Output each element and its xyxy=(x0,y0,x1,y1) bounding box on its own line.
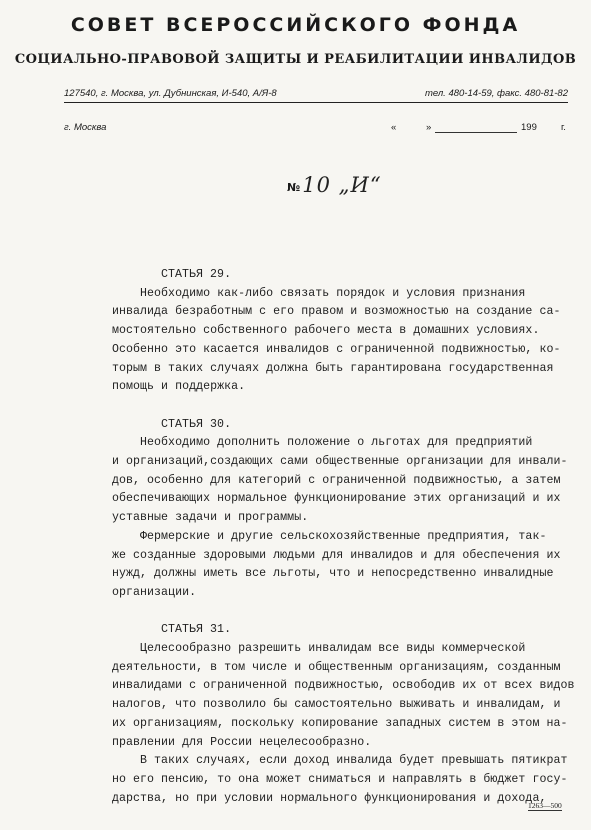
article-line: Необходимо дополнить положение о льготах для предприятий xyxy=(112,436,533,450)
article-line: но его пенсию, то она может сниматься и направлять в бюджет госу- xyxy=(112,772,568,786)
date-blank-line xyxy=(435,132,517,133)
organization-title: СОВЕТ ВСЕРОССИЙСКОГО ФОНДА xyxy=(70,14,521,36)
article-line: В таких случаях, если доход инвалида будет превышать пятикрат xyxy=(112,754,568,768)
article-line: деятельности, в том числе и общественным организациям, созданным xyxy=(112,660,561,674)
article-line: правлении для России нецелесообразно. xyxy=(112,735,372,749)
article-line: же созданные здоровыми людьми для инвалидов и для обеспечения их xyxy=(112,548,561,562)
article-line: инвалидами с ограниченной подвижностью, освободив их от всех видов xyxy=(112,679,575,693)
article-heading: СТАТЬЯ 29. xyxy=(161,268,232,281)
spacer xyxy=(112,603,572,622)
article-line: нужд, должны иметь все льготы, что и непосредственно инвалидные xyxy=(112,567,554,581)
letter-body xyxy=(112,266,575,808)
article-line: дов, особенно для категорий с ограниченной подвижностью, а затем xyxy=(112,473,561,487)
article-heading: СТАТЬЯ 31. xyxy=(161,623,232,637)
document-number xyxy=(287,172,382,196)
article-line: и организаций,создающих сами общественные организации для инвали- xyxy=(112,455,568,469)
article-line: уставные задачи и программы. xyxy=(112,511,309,525)
article-line: помощь и поддержка. xyxy=(112,380,246,394)
article-line: инвалида безработным с его правом и возможностью на создание са- xyxy=(112,305,561,319)
date-quote-close: » xyxy=(426,122,432,133)
handwritten-number: 10 „И“ xyxy=(302,173,382,197)
city-label: г. Москва xyxy=(64,122,107,133)
article-line: обеспечивающих нормальное функционирование этих организаций и их xyxy=(112,492,561,506)
article-line: Необходимо как-либо связать порядок и условия признания xyxy=(112,286,526,300)
date-year: 199 xyxy=(521,122,537,133)
date-quote-open: « xyxy=(391,122,397,133)
article-heading: СТАТЬЯ 30. xyxy=(161,417,232,431)
spacer xyxy=(112,397,572,416)
article-line: организации. xyxy=(112,585,197,599)
header-divider xyxy=(64,102,568,103)
article-line: их организациям, поскольку копирование западных систем в этом на- xyxy=(112,716,568,730)
postal-address: 127540, г. Москва, ул. Дубнинская, И-540, А/Я-8 xyxy=(64,88,277,99)
article-line: дарства, но при условии нормального функционирования и дохода, xyxy=(112,791,547,805)
article-line: торым в таких случаях должна быть гарантирована государственная xyxy=(112,361,554,375)
article-line: налогов, что позволило бы самостоятельно выживать и инвалидам, и xyxy=(112,698,561,712)
article-line: Особенно это касается инвалидов с ограниченной подвижностью, ко- xyxy=(112,342,561,356)
article-line: мостоятельно собственного рабочего места в домашних условиях. xyxy=(112,324,540,338)
phone-fax: тел. 480-14-59, факс. 480-81-82 xyxy=(424,88,568,99)
organization-subtitle: СОЦИАЛЬНО-ПРАВОВОЙ ЗАЩИТЫ И РЕАБИЛИТАЦИИ ИНВАЛИДОВ xyxy=(14,52,577,67)
article-line: Фермерские и другие сельскохозяйственные предприятия, так- xyxy=(112,529,547,543)
article-line: Целесообразно разрешить инвалидам все виды коммерческой xyxy=(112,642,526,656)
date-year-suffix: г. xyxy=(561,122,566,133)
number-sign: № xyxy=(287,181,301,194)
print-stamp: 1263—500 xyxy=(528,801,562,810)
